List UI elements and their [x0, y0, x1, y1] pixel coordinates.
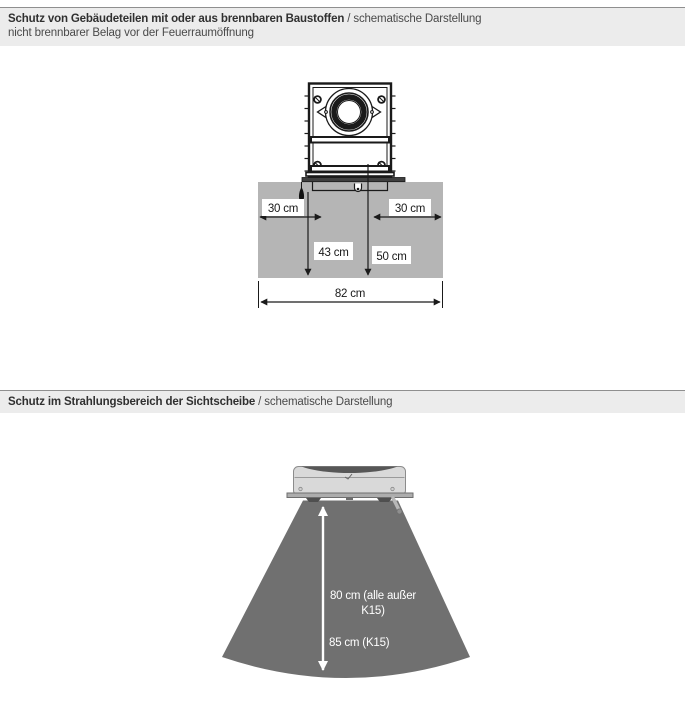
- radiation-label-80cm-line1: 80 cm (alle außer: [329, 590, 417, 602]
- radiation-label-80cm-line2: K15): [361, 605, 385, 617]
- door-latch: [355, 184, 362, 192]
- dim-label-30cm-right: 30 cm: [394, 203, 426, 215]
- stove-base-plate: [302, 178, 405, 182]
- section1-title-separator: /: [344, 13, 354, 25]
- section2-title-regular: schematische Darstellung: [264, 396, 393, 408]
- section2-title-separator: /: [255, 396, 265, 408]
- handle-knob: [397, 509, 402, 514]
- stove-body-arc: [293, 445, 407, 473]
- diagram-radiation-area: [222, 445, 470, 678]
- radiation-label-85cm: 85 cm (K15): [329, 637, 390, 649]
- dim-label-50cm: 50 cm: [376, 251, 407, 263]
- section2-title-bold: Schutz im Strahlungsbereich der Sichtscheibe: [8, 396, 256, 408]
- section1-title-bold: Schutz von Gebäudeteilen mit oder aus brennbaren Baustoffen: [8, 13, 345, 25]
- screw-right: [391, 487, 394, 490]
- dim-label-82cm: 82 cm: [334, 288, 366, 300]
- flue-collar-ring: [330, 93, 368, 131]
- dim-label-43cm: 43 cm: [318, 247, 349, 259]
- section1-subtitle: nicht brennbarer Belag vor der Feuerraumöffnung: [8, 27, 254, 39]
- screw-left: [299, 487, 302, 490]
- dim-label-30cm-left: 30 cm: [267, 203, 299, 215]
- section1-title-regular: schematische Darstellung: [353, 13, 482, 25]
- floor-protection-area: [258, 182, 443, 278]
- diagram-floor-protection: [258, 84, 443, 309]
